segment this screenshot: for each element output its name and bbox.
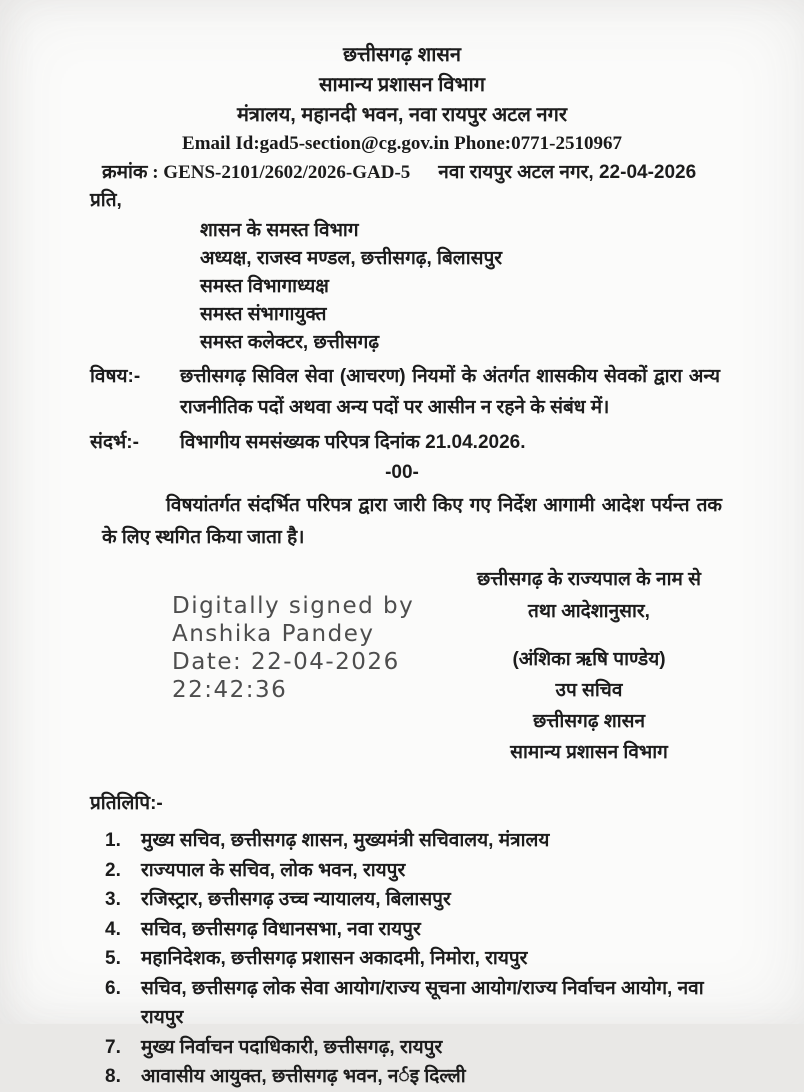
reference-text: विभागीय समसंख्यक परिपत्र दिनांक 21.04.2026. [180, 432, 526, 453]
copy-item-text: सचिव, छत्तीसगढ़ विधानसभा, नवा रायपुर [141, 918, 421, 940]
reference-label: संदर्भ:- [90, 432, 139, 453]
copy-item [105, 1062, 720, 1092]
authority-line: छत्तीसगढ़ के राज्यपाल के नाम से [476, 569, 702, 590]
copy-item-number: 8. [105, 1066, 121, 1087]
digital-signature-line: Digitally signed by [172, 593, 415, 619]
copy-to-label: प्रतिलिपि:- [90, 793, 163, 814]
copy-item-number: 1. [105, 830, 121, 851]
signatory-government: छत्तीसगढ़ शासन [532, 711, 646, 732]
signature-area [0, 564, 804, 776]
signatory-name: (अंशिका ऋषि पाण्डेय) [512, 649, 666, 670]
recipient-list [200, 217, 804, 357]
digital-signature-name: Anshika Pandey [172, 621, 375, 647]
reference-line-row [90, 427, 720, 458]
authority-line: तथा आदेशानुसार, [528, 601, 650, 622]
digital-signature-date: Date: 22-04-2026 [172, 649, 400, 675]
signatory-department: सामान्य प्रशासन विभाग [510, 742, 668, 763]
copy-item [105, 856, 720, 886]
copy-item-number: 7. [105, 1036, 121, 1058]
copy-item-number: 2. [105, 859, 121, 881]
signatory-designation: उप सचिव [555, 680, 623, 701]
recipient-line: समस्त विभागाध्यक्ष [200, 276, 329, 297]
place-and-date: नवा रायपुर अटल नगर, 22-04-2026 [438, 162, 697, 183]
copy-item [105, 944, 720, 974]
signatory-block [455, 644, 723, 768]
digital-signature-stamp [172, 592, 414, 704]
copy-item [105, 1033, 720, 1063]
copy-item [105, 974, 720, 1033]
recipient-line: अध्यक्ष, राजस्व मण्डल, छत्तीसगढ़, बिलासपुर [200, 248, 503, 269]
letterhead [0, 0, 804, 157]
department-name: सामान्य प्रशासन विभाग [318, 74, 486, 96]
authority-statement [455, 564, 723, 628]
subject-row [90, 361, 720, 423]
email-phone-line: Email Id:gad5-section@cg.gov.in Phone:0771-2510967 [182, 133, 622, 154]
office-address: मंत्रालय, महानदी भवन, नवा रायपुर अटल नगर [236, 104, 568, 126]
copy-to-list [105, 826, 720, 1092]
copy-item-number: 4. [105, 918, 121, 940]
copy-item [105, 826, 720, 856]
subject-label: विषय:- [90, 366, 141, 387]
copy-item [105, 885, 720, 915]
subject-text: छत्तीसगढ़ सिविल सेवा (आचरण) नियमों के अंतर्गत शासकीय सेवकों द्वारा अन्य राजनीतिक पदों अथवा अन्य पदों पर आसीन न रहने के संबंध में। [180, 366, 720, 418]
copy-item-text: रजिस्ट्रार, छत्तीसगढ़ उच्च न्यायालय, बिलासपुर [141, 889, 451, 910]
copy-item-text: महानिदेशक, छत्तीसगढ़ प्रशासन अकादमी, निमोरा, रायपुर [141, 948, 528, 969]
copy-item-text: राज्यपाल के सचिव, लोक भवन, रायपुर [141, 859, 406, 881]
recipient-line: समस्त कलेक्टर, छत्तीसगढ़ [200, 332, 380, 353]
section-separator: -00- [385, 462, 419, 483]
body-paragraph: विषयांतर्गत संदर्भित परिपत्र द्वारा जारी किए गए निर्देश आगामी आदेश पर्यन्त तक के लिए स्थगित किया जाता है। [102, 495, 722, 548]
letter-number: क्रमांक : GENS-2101/2602/2026-GAD-5 [102, 162, 411, 183]
reference-row [102, 159, 720, 187]
recipient-line: शासन के समस्त विभाग [200, 220, 359, 241]
copy-item-text: मुख्य निर्वाचन पदाधिकारी, छत्तीसगढ़, रायपुर [141, 1036, 443, 1058]
copy-item-number: 5. [105, 948, 121, 969]
digital-signature-time: 22:42:36 [172, 677, 288, 703]
copy-item-number: 3. [105, 889, 121, 910]
copy-item-number: 6. [105, 977, 121, 999]
recipient-line: समस्त संभागायुक्त [200, 304, 327, 325]
copy-item-text: मुख्य सचिव, छत्तीसगढ़ शासन, मुख्यमंत्री सचिवालय, मंत्रालय [141, 830, 550, 851]
copy-item-text: सचिव, छत्तीसगढ़ लोक सेवा आयोग/राज्य सूचना आयोग/राज्य निर्वाचन आयोग, नवा रायपुर [141, 977, 704, 1028]
government-name: छत्तीसगढ़ शासन [342, 44, 462, 66]
salutation: प्रति, [90, 190, 122, 211]
copy-item-text: आवासीय आयुक्त, छत्तीसगढ़ भवन, नर्इ दिल्ली [141, 1066, 466, 1087]
copy-item [105, 915, 720, 945]
